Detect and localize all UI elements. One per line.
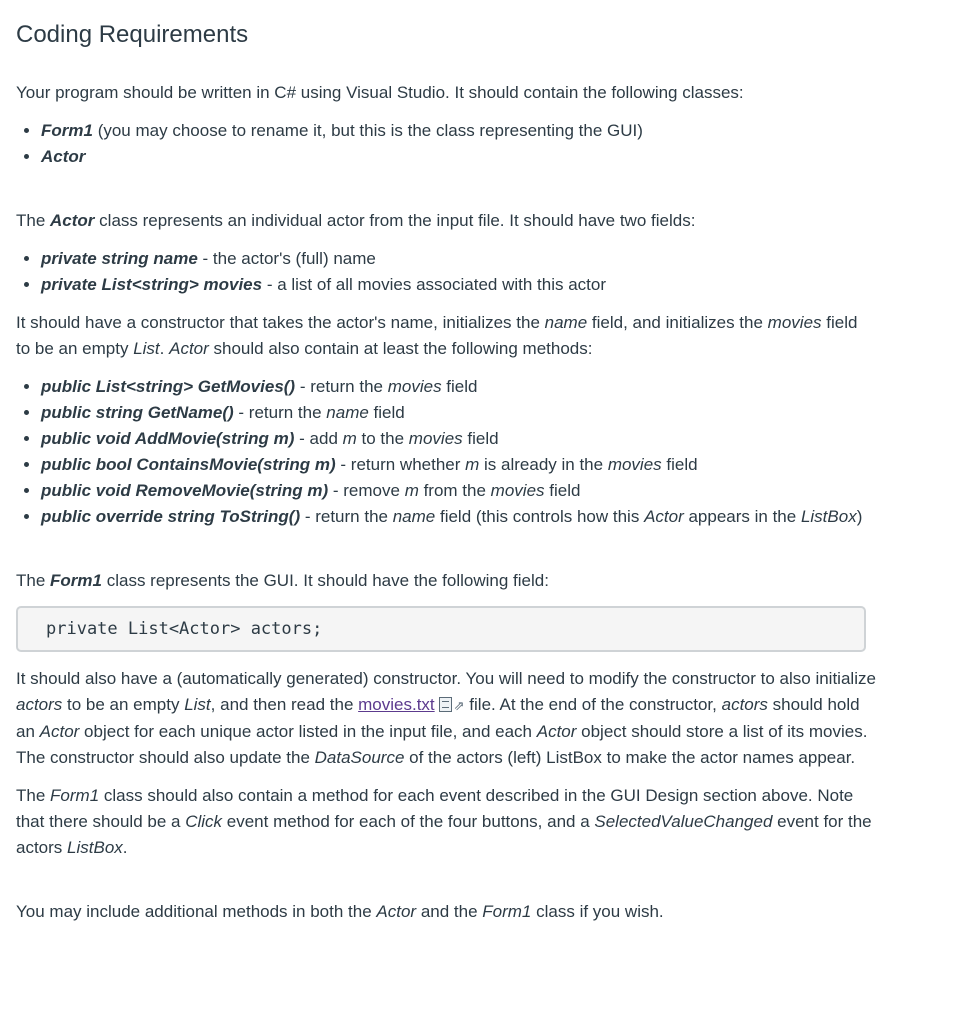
- italic-term: movies: [767, 313, 822, 332]
- method-signature: public string GetName(): [41, 403, 234, 422]
- list-item: [41, 452, 876, 478]
- italic-term: actors: [16, 695, 63, 714]
- method-signature: public void AddMovie(string m): [41, 429, 295, 448]
- text: The: [16, 571, 51, 590]
- code-block: private List<Actor> actors;: [16, 606, 866, 652]
- italic-term: m: [465, 455, 480, 474]
- text: event method for each of the four buttons, and a: [222, 812, 595, 831]
- italic-term: movies: [387, 377, 442, 396]
- text: appears in the: [683, 507, 801, 526]
- text: to be an empty: [62, 695, 185, 714]
- text: class represents the GUI. It should have the following field:: [102, 571, 549, 590]
- list-item: [41, 478, 876, 504]
- list-item: [41, 504, 876, 530]
- form-intro-paragraph: [16, 568, 876, 594]
- classes-list: [16, 118, 876, 170]
- list-item: [41, 272, 876, 298]
- text: object should store a list of its movies. The constructor should also update the: [16, 722, 868, 767]
- text: field: [661, 455, 698, 474]
- text: - remove: [328, 481, 405, 500]
- text: of the actors (left) ListBox to make the actor names appear.: [404, 748, 856, 767]
- form-events-paragraph: [16, 783, 876, 861]
- text: .: [159, 339, 170, 358]
- list-item: [41, 426, 876, 452]
- list-item: [41, 118, 876, 144]
- text: .: [122, 838, 128, 857]
- text: The: [16, 211, 51, 230]
- text: field to be an empty: [16, 313, 858, 358]
- text: class if you wish.: [531, 902, 664, 921]
- method-signature: public override string ToString(): [41, 507, 301, 526]
- list-item: [41, 374, 876, 400]
- text: field: [544, 481, 581, 500]
- text: is already in the: [479, 455, 608, 474]
- actor-fields-list: [16, 246, 876, 298]
- italic-term: name: [326, 403, 369, 422]
- italic-term: actors: [721, 695, 768, 714]
- class-name: Form1: [41, 121, 93, 140]
- text: field, and initializes the: [587, 313, 768, 332]
- method-signature: public bool ContainsMovie(string m): [41, 455, 336, 474]
- actor-constructor-paragraph: [16, 310, 876, 362]
- list-item: [41, 246, 876, 272]
- text: The: [16, 786, 51, 805]
- italic-term: SelectedValueChanged: [594, 812, 773, 831]
- text: from the: [418, 481, 491, 500]
- text: field (this controls how this: [435, 507, 645, 526]
- italic-term: Actor: [169, 339, 209, 358]
- italic-term: Actor: [536, 722, 577, 741]
- italic-term: Click: [185, 812, 223, 831]
- external-link-icon[interactable]: ⇗: [453, 698, 465, 713]
- italic-term: movies: [408, 429, 463, 448]
- page-title: Coding Requirements: [16, 21, 249, 48]
- intro-paragraph: Your program should be written in C# using Visual Studio. It should contain the following classes:: [16, 83, 744, 102]
- actor-intro-paragraph: [16, 208, 876, 234]
- text: and the: [416, 902, 483, 921]
- method-signature: public void RemoveMovie(string m): [41, 481, 329, 500]
- text: - return the: [233, 403, 327, 422]
- text: - add: [294, 429, 343, 448]
- text: should hold an: [16, 695, 860, 741]
- italic-term: Actor: [39, 722, 80, 741]
- field-signature: private List<string> movies: [41, 275, 263, 294]
- italic-term: Form1: [482, 902, 532, 921]
- italic-term: movies: [490, 481, 545, 500]
- italic-term: ListBox: [67, 838, 123, 857]
- text: event for the actors: [16, 812, 872, 857]
- closing-paragraph: [16, 899, 876, 925]
- class-description: (you may choose to rename it, but this is the class representing the GUI): [92, 121, 643, 140]
- text: - return the: [300, 507, 393, 526]
- text: - return whether: [335, 455, 466, 474]
- italic-term: Form1: [50, 786, 100, 805]
- text: You may include additional methods in both the: [16, 902, 377, 921]
- italic-term: m: [342, 429, 357, 448]
- list-item: [41, 400, 876, 426]
- field-signature: private string name: [41, 249, 198, 268]
- field-description: - a list of all movies associated with this actor: [262, 275, 607, 294]
- class-name: Actor: [50, 211, 95, 230]
- text: to the: [356, 429, 409, 448]
- text: ): [856, 507, 863, 526]
- italic-term: List: [184, 695, 211, 714]
- document-preview-icon[interactable]: [439, 697, 452, 712]
- text: field: [441, 377, 478, 396]
- text: object for each unique actor listed in the input file, and each: [79, 722, 537, 741]
- text: field: [368, 403, 405, 422]
- text: It should also have a (automatically generated) constructor. You will need to modify the constructor to also initialize: [16, 669, 876, 688]
- italic-term: m: [404, 481, 419, 500]
- italic-term: DataSource: [314, 748, 405, 767]
- movies-file-link[interactable]: movies.txt: [358, 695, 435, 714]
- italic-term: movies: [607, 455, 662, 474]
- italic-term: Actor: [644, 507, 684, 526]
- text: field: [462, 429, 499, 448]
- text: file. At the end of the constructor,: [464, 695, 722, 714]
- text: class should also contain a method for each event described in the GUI Design section above. Note that there should be a: [16, 786, 854, 831]
- text: It should have a constructor that takes the actor's name, initializes the: [16, 313, 545, 332]
- actor-methods-list: [16, 374, 876, 530]
- form-constructor-paragraph: [16, 666, 876, 771]
- field-description: - the actor's (full) name: [197, 249, 376, 268]
- italic-term: name: [544, 313, 588, 332]
- italic-term: name: [392, 507, 436, 526]
- text: should also contain at least the following methods:: [208, 339, 593, 358]
- class-name: Form1: [50, 571, 102, 590]
- text: - return the: [295, 377, 388, 396]
- text: , and then read the: [210, 695, 359, 714]
- method-signature: public List<string> GetMovies(): [41, 377, 296, 396]
- italic-term: ListBox: [800, 507, 857, 526]
- italic-term: Actor: [376, 902, 417, 921]
- italic-term: List: [133, 339, 160, 358]
- list-item: [41, 144, 876, 170]
- text: class represents an individual actor from the input file. It should have two fields:: [94, 211, 696, 230]
- class-name: Actor: [41, 147, 86, 166]
